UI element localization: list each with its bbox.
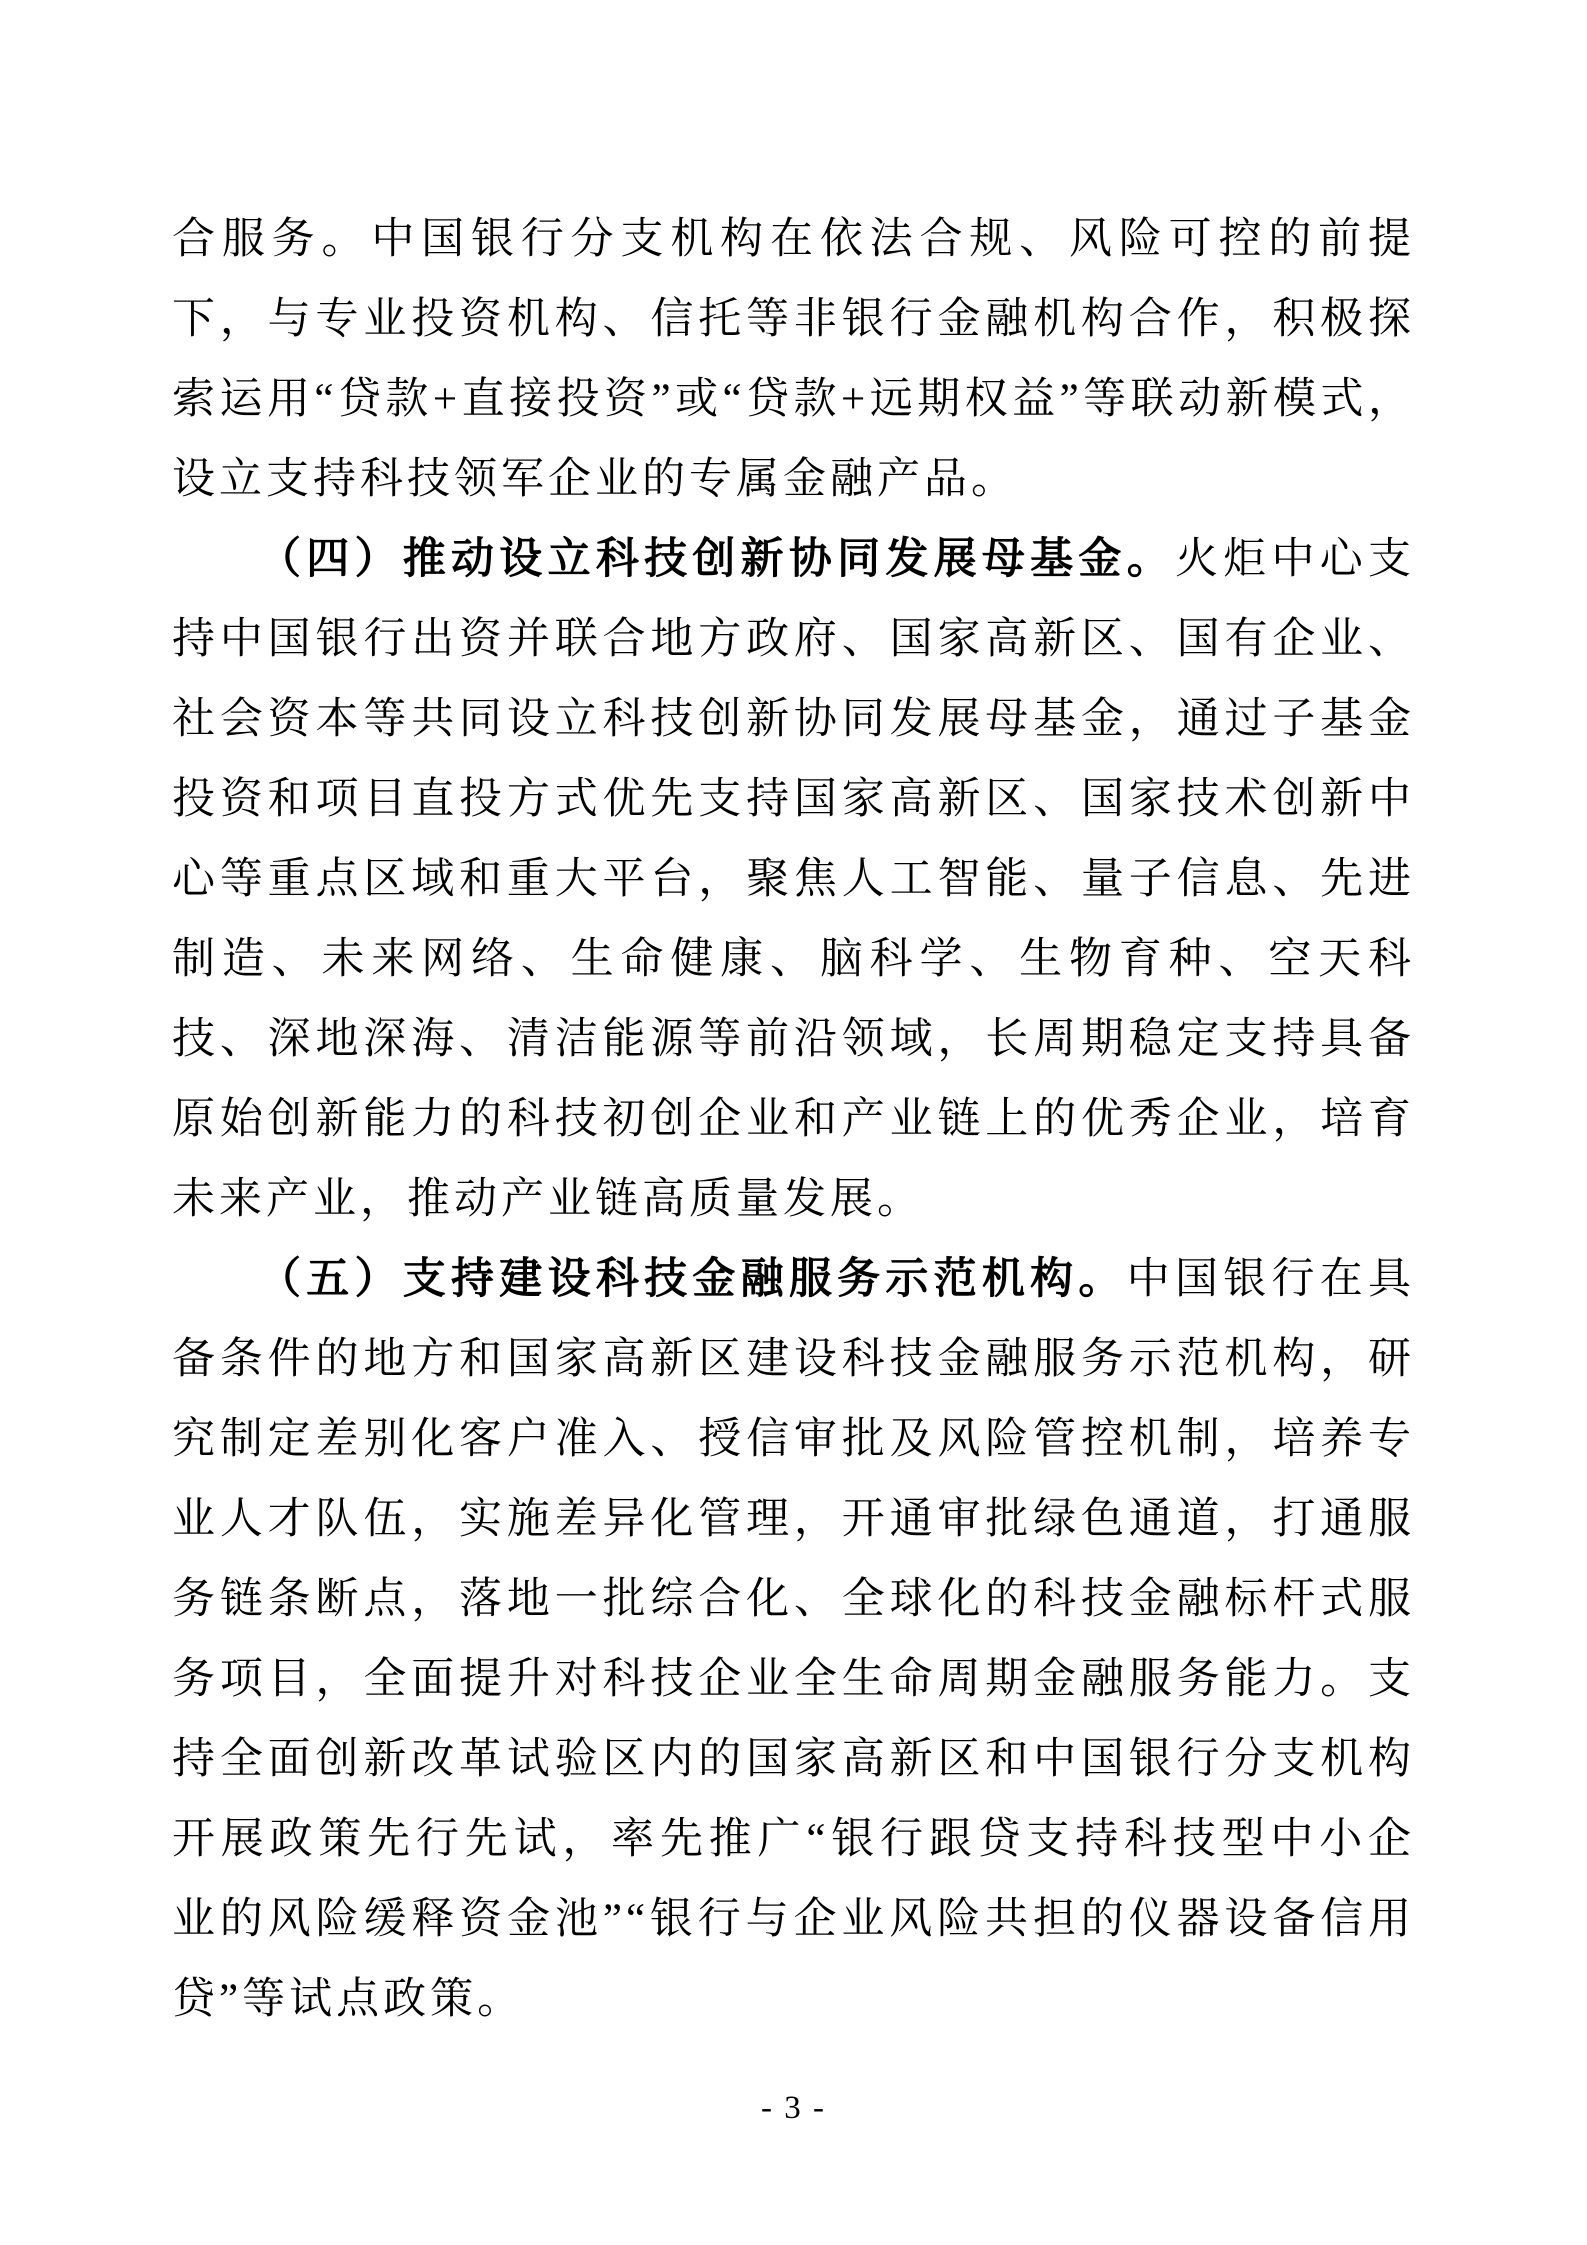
- paragraph-body: 火炬中心支持中国银行出资并联合地方政府、国家高新区、国有企业、社会资本等共同设立科技创新协同发展母基金，通过子基金投资和项目直投方式优先支持国家高新区、国家技术创新中心等重点区域和重大平台，聚焦人工智能、量子信息、先进制造、未来网络、生命健康、脑科学、生物育种、空天科技、深地深海、清洁能源等前沿领域，长周期稳定支持具备原始创新能力的科技初创企业和产业链上的优秀企业，培育未来产业，推动产业链高质量发展。: [172, 536, 1416, 1223]
- paragraph-item-4: [172, 520, 1415, 1240]
- paragraph-body: 合服务。中国银行分支机构在依法合规、风险可控的前提下，与专业投资机构、信托等非银行金融机构合作，积极探索运用“贷款+直接投资”或“贷款+远期权益”等联动新模式，设立支持科技领军企业的专属金融产品。: [172, 216, 1415, 503]
- paragraph-item-5: [172, 1240, 1415, 2040]
- paragraph-body: 中国银行在具备条件的地方和国家高新区建设科技金融服务示范机构，研究制定差别化客户准入、授信审批及风险管控机制，培养专业人才队伍，实施差异化管理，开通审批绿色通道，打通服务链条断点，落地一批综合化、全球化的科技金融标杆式服务项目，全面提升对科技企业全生命周期金融服务能力。支持全面创新改革试验区内的国家高新区和中国银行分支机构开展政策先行先试，率先推广“银行跟贷支持科技型中小企业的风险缓释资金池”“银行与企业风险共担的仪器设备信用贷”等试点政策。: [172, 1256, 1416, 2023]
- paragraph-heading: （四）推动设立科技创新协同发展母基金。: [258, 536, 1175, 583]
- page-number: - 3 -: [761, 2090, 826, 2126]
- paragraph-continuation: [172, 200, 1415, 520]
- paragraph-heading: （五）支持建设科技金融服务示范机构。: [258, 1256, 1127, 1303]
